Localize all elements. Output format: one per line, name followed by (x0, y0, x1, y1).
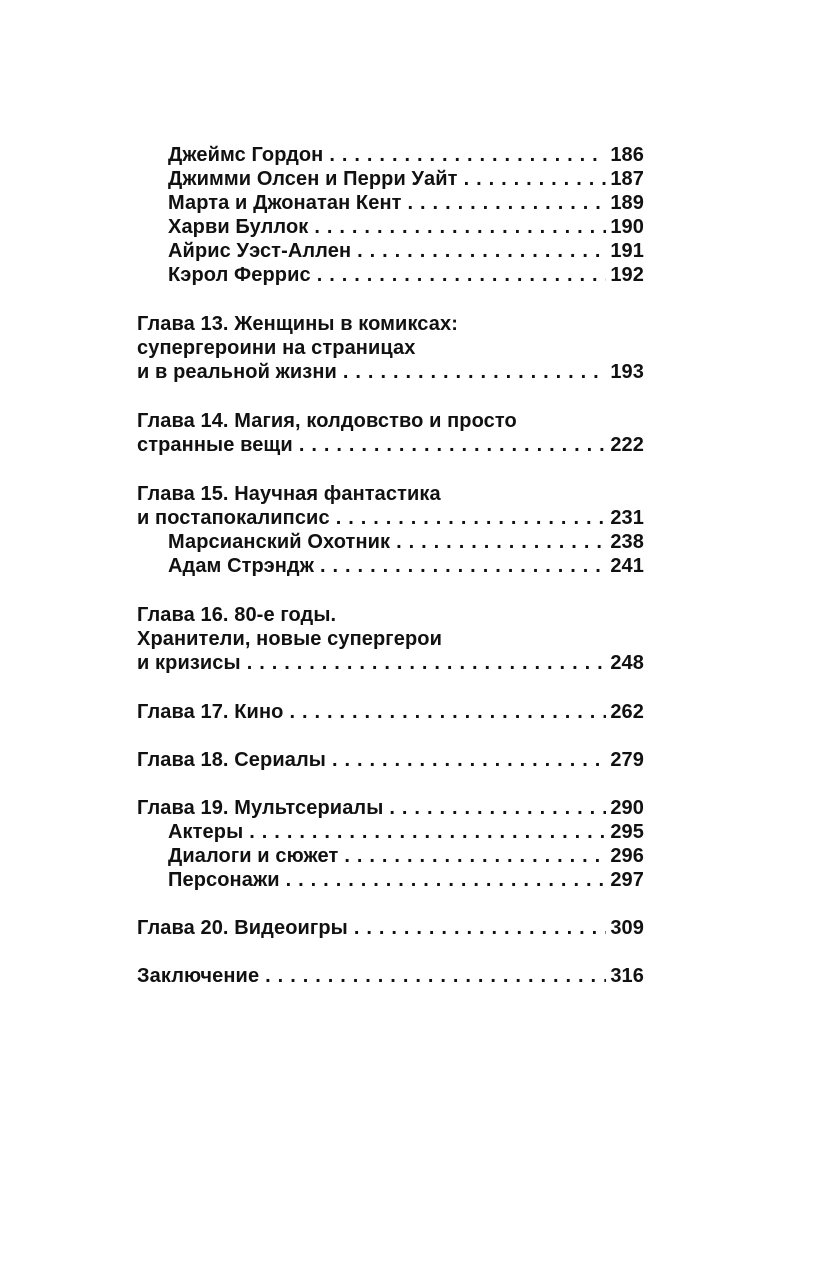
toc-entry-page: 187 (610, 168, 644, 190)
toc-entry-page: 222 (610, 434, 644, 456)
toc-entry-title: Персонажи (168, 869, 280, 891)
toc-entry-page: 309 (610, 917, 644, 939)
toc-chapter-20[interactable] (137, 916, 644, 940)
toc-leader-dots (320, 554, 606, 578)
table-of-contents (137, 143, 644, 988)
toc-chapter-19[interactable] (137, 796, 644, 820)
toc-leader-dots (357, 239, 606, 263)
toc-leader-dots (289, 700, 606, 724)
toc-entry-title: и кризисы (137, 652, 241, 674)
toc-entry-adam-strange[interactable] (137, 554, 644, 578)
toc-entry-page: 290 (610, 797, 644, 819)
toc-entry-carol-ferris[interactable] (137, 263, 644, 287)
toc-entry-title: Джимми Олсен и Перри Уайт (168, 168, 458, 190)
toc-entry-page: 193 (610, 361, 644, 383)
toc-entry-page: 238 (610, 531, 644, 553)
toc-entry-characters[interactable] (137, 868, 644, 892)
toc-conclusion[interactable] (137, 964, 644, 988)
toc-entry-page: 297 (610, 869, 644, 891)
toc-entry-page: 241 (610, 555, 644, 577)
toc-entry-title: Актеры (168, 821, 244, 843)
toc-entry-title: Адам Стрэндж (168, 555, 315, 577)
toc-entry-title: Глава 19. Мультсериалы (137, 797, 384, 819)
toc-leader-dots (332, 748, 606, 772)
toc-entry-title: странные вещи (137, 434, 293, 456)
toc-entry-title: Заключение (137, 965, 260, 987)
toc-leader-dots (343, 360, 606, 384)
toc-leader-dots (396, 530, 606, 554)
toc-entry-page: 190 (610, 216, 644, 238)
toc-entry-title: Кэрол Феррис (168, 264, 311, 286)
toc-entry-jimmy-olsen[interactable] (137, 167, 644, 191)
toc-leader-dots (344, 844, 606, 868)
toc-leader-dots (299, 433, 607, 457)
toc-chapter-17[interactable] (137, 700, 644, 724)
toc-leader-dots (389, 796, 606, 820)
toc-entry-page: 279 (610, 749, 644, 771)
toc-leader-dots (336, 506, 607, 530)
toc-entry-title: Айрис Уэст-Аллен (168, 240, 352, 262)
toc-entry-title: Глава 17. Кино (137, 701, 284, 723)
toc-entry-title: Диалоги и сюжет (168, 845, 339, 867)
toc-entry-page: 186 (610, 144, 644, 166)
toc-entry-iris-west-allen[interactable] (137, 239, 644, 263)
toc-chapter-15-line-1[interactable]: Глава 15. Научная фантастика (137, 483, 441, 505)
toc-entry-title: Глава 18. Сериалы (137, 749, 326, 771)
toc-leader-dots (265, 964, 606, 988)
toc-leader-dots (464, 167, 607, 191)
toc-entry-page: 231 (610, 507, 644, 529)
toc-entry-dialogues-plot[interactable] (137, 844, 644, 868)
toc-leader-dots (247, 651, 607, 675)
toc-entry-page: 262 (610, 701, 644, 723)
toc-entry-title: Джеймс Гордон (168, 144, 324, 166)
toc-leader-dots (408, 191, 607, 215)
toc-chapter-14-line-1[interactable]: Глава 14. Магия, колдовство и просто (137, 410, 517, 432)
toc-leader-dots (286, 868, 607, 892)
toc-chapter-16-line-2[interactable]: Хранители, новые супергерои (137, 628, 442, 650)
toc-entry-page: 189 (610, 192, 644, 214)
toc-entry-james-gordon[interactable] (137, 143, 644, 167)
toc-entry-page: 296 (610, 845, 644, 867)
toc-entry-title: и в реальной жизни (137, 361, 337, 383)
toc-entry-harvey-bullock[interactable] (137, 215, 644, 239)
toc-entry-title: Харви Буллок (168, 216, 309, 238)
toc-chapter-15[interactable] (137, 506, 644, 530)
toc-entry-title: и постапокалипсис (137, 507, 330, 529)
toc-entry-title: Марта и Джонатан Кент (168, 192, 402, 214)
toc-entry-title: Марсианский Охотник (168, 531, 391, 553)
toc-leader-dots (317, 263, 607, 287)
toc-leader-dots (249, 820, 606, 844)
toc-chapter-13-line-1[interactable]: Глава 13. Женщины в комиксах: (137, 313, 458, 335)
toc-entry-martha-jonathan-kent[interactable] (137, 191, 644, 215)
toc-chapter-13-line-2[interactable]: супергероини на страницах (137, 337, 416, 359)
toc-chapter-14[interactable] (137, 433, 644, 457)
toc-entry-martian-manhunter[interactable] (137, 530, 644, 554)
toc-entry-page: 248 (610, 652, 644, 674)
toc-entry-page: 316 (610, 965, 644, 987)
toc-entry-page: 295 (610, 821, 644, 843)
toc-chapter-16-line-1[interactable]: Глава 16. 80-е годы. (137, 604, 337, 626)
toc-entry-actors[interactable] (137, 820, 644, 844)
toc-leader-dots (354, 916, 606, 940)
toc-entry-title: Глава 20. Видеоигры (137, 917, 348, 939)
toc-leader-dots (329, 143, 606, 167)
toc-entry-page: 191 (610, 240, 644, 262)
toc-chapter-13[interactable] (137, 360, 644, 384)
toc-leader-dots (314, 215, 606, 239)
toc-entry-page: 192 (610, 264, 644, 286)
toc-chapter-18[interactable] (137, 748, 644, 772)
toc-chapter-16[interactable] (137, 651, 644, 675)
